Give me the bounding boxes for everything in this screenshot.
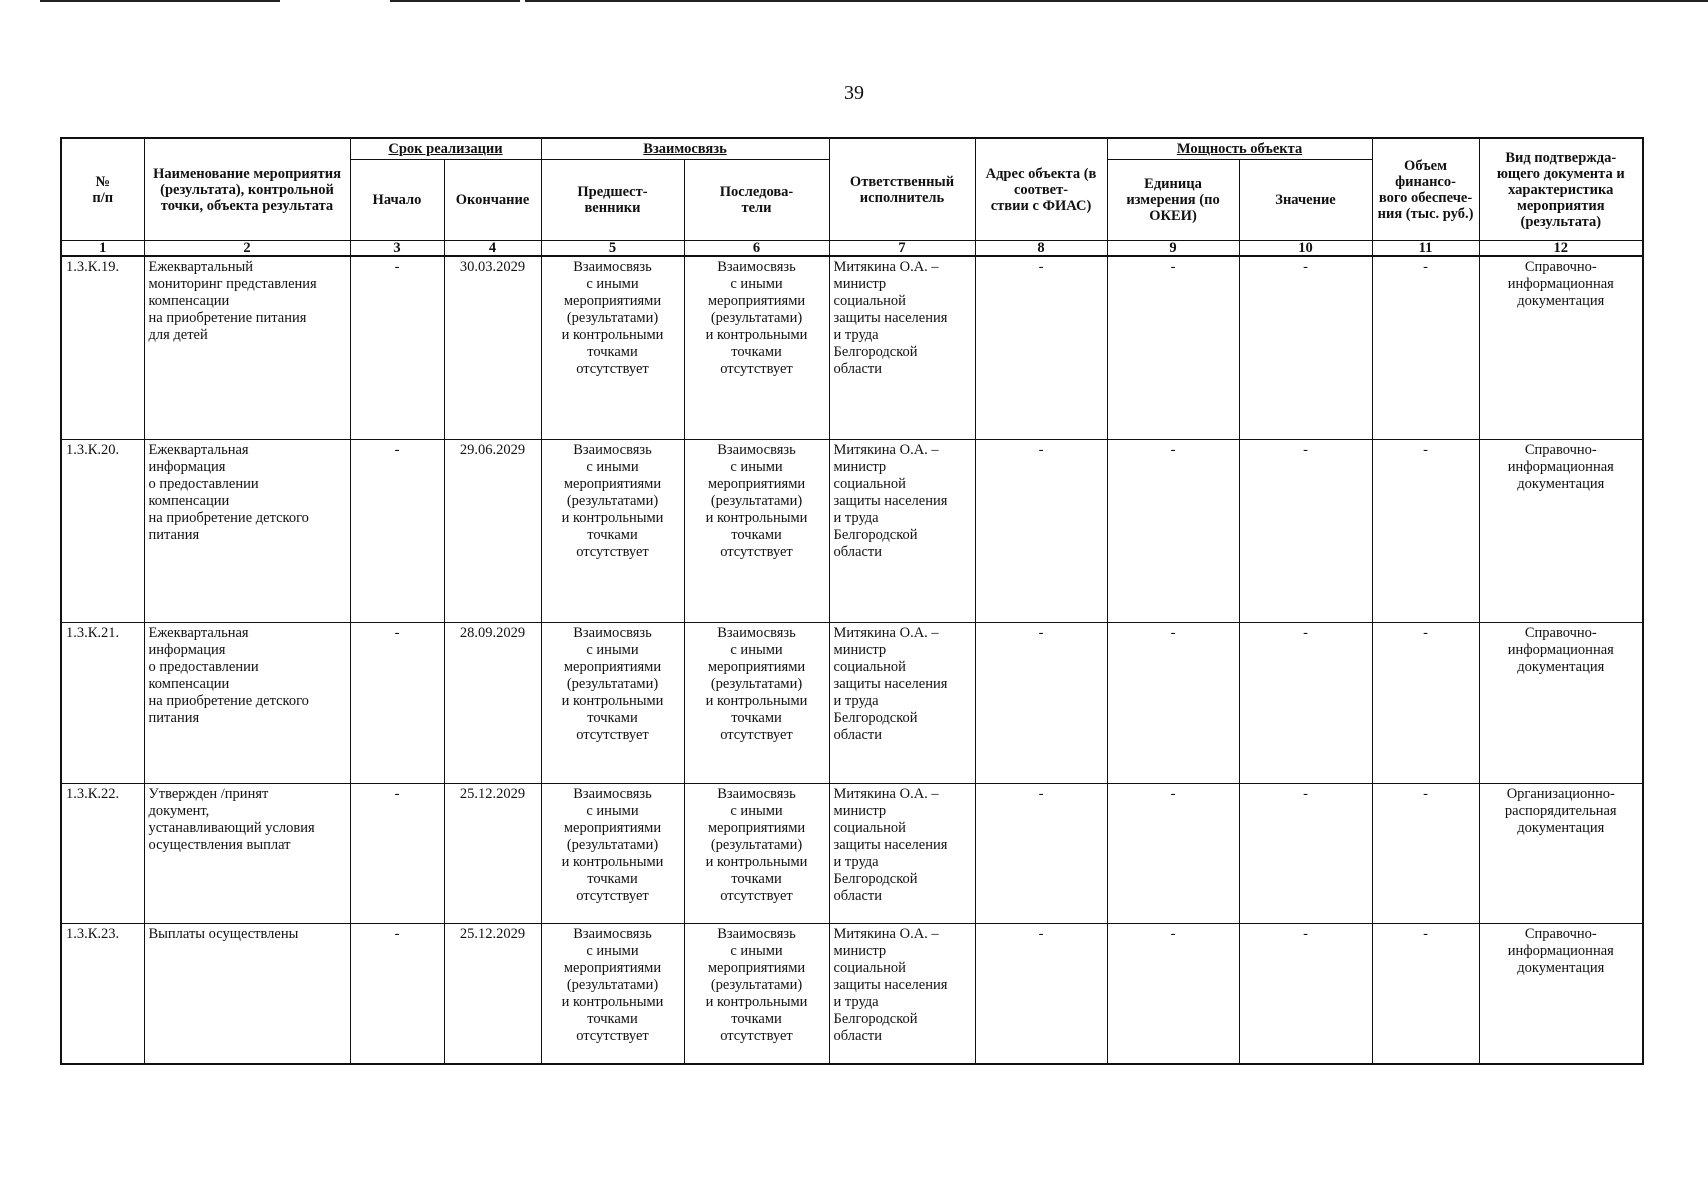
- row-doc-type: Справочно- информационная документация: [1479, 256, 1643, 440]
- row-id: 1.3.К.23.: [61, 924, 144, 1065]
- row-end: 25.12.2029: [444, 924, 541, 1065]
- row-value: -: [1239, 784, 1372, 924]
- row-end: 30.03.2029: [444, 256, 541, 440]
- row-start: -: [350, 784, 444, 924]
- row-predecessors: Взаимосвязь с иными мероприятиями (результатами) и контрольными точками отсутствует: [541, 784, 684, 924]
- column-number: 5: [541, 241, 684, 257]
- row-doc-type: Справочно- информационная документация: [1479, 924, 1643, 1065]
- row-id: 1.3.К.22.: [61, 784, 144, 924]
- row-value: -: [1239, 924, 1372, 1065]
- table-row: [61, 784, 1643, 924]
- row-address: -: [975, 256, 1107, 440]
- row-finance: -: [1372, 440, 1479, 623]
- row-executor: Митякина О.А. – министр социальной защиты населения и труда Белгородской области: [829, 924, 975, 1065]
- column-number: 4: [444, 241, 541, 257]
- col-header-start: Начало: [350, 160, 444, 241]
- column-number: 7: [829, 241, 975, 257]
- col-header-value: Значение: [1239, 160, 1372, 241]
- row-name: Выплаты осуществлены: [144, 924, 350, 1065]
- row-unit: -: [1107, 924, 1239, 1065]
- column-number: 9: [1107, 241, 1239, 257]
- column-number: 6: [684, 241, 829, 257]
- row-predecessors: Взаимосвязь с иными мероприятиями (результатами) и контрольными точками отсутствует: [541, 623, 684, 784]
- row-unit: -: [1107, 256, 1239, 440]
- row-executor: Митякина О.А. – министр социальной защиты населения и труда Белгородской области: [829, 440, 975, 623]
- row-finance: -: [1372, 924, 1479, 1065]
- row-executor: Митякина О.А. – министр социальной защиты населения и труда Белгородской области: [829, 623, 975, 784]
- row-predecessors: Взаимосвязь с иными мероприятиями (результатами) и контрольными точками отсутствует: [541, 256, 684, 440]
- row-unit: -: [1107, 784, 1239, 924]
- row-address: -: [975, 924, 1107, 1065]
- col-header-successors: Последова- тели: [684, 160, 829, 241]
- row-successors: Взаимосвязь с иными мероприятиями (результатами) и контрольными точками отсутствует: [684, 440, 829, 623]
- col-header-num: № п/п: [61, 138, 144, 241]
- row-finance: -: [1372, 623, 1479, 784]
- row-address: -: [975, 784, 1107, 924]
- scan-top-edge-line: [40, 0, 280, 2]
- row-start: -: [350, 924, 444, 1065]
- scan-top-edge-line: [390, 0, 520, 2]
- column-number: 11: [1372, 241, 1479, 257]
- header-row-1: [61, 138, 1643, 160]
- col-header-unit: Единица измерения (по ОКЕИ): [1107, 160, 1239, 241]
- row-value: -: [1239, 440, 1372, 623]
- column-number: 8: [975, 241, 1107, 257]
- row-start: -: [350, 440, 444, 623]
- row-finance: -: [1372, 784, 1479, 924]
- col-header-relation: Взаимосвязь: [541, 138, 829, 160]
- row-predecessors: Взаимосвязь с иными мероприятиями (результатами) и контрольными точками отсутствует: [541, 440, 684, 623]
- table-row: [61, 256, 1643, 440]
- col-header-predecessors: Предшест- венники: [541, 160, 684, 241]
- col-header-end: Окончание: [444, 160, 541, 241]
- row-successors: Взаимосвязь с иными мероприятиями (результатами) и контрольными точками отсутствует: [684, 784, 829, 924]
- row-doc-type: Справочно- информационная документация: [1479, 440, 1643, 623]
- row-start: -: [350, 256, 444, 440]
- col-header-executor: Ответственный исполнитель: [829, 138, 975, 241]
- row-value: -: [1239, 623, 1372, 784]
- row-executor: Митякина О.А. – министр социальной защиты населения и труда Белгородской области: [829, 256, 975, 440]
- row-predecessors: Взаимосвязь с иными мероприятиями (результатами) и контрольными точками отсутствует: [541, 924, 684, 1065]
- row-value: -: [1239, 256, 1372, 440]
- col-header-doc-type: Вид подтвержда- ющего документа и характеристика мероприятия (результата): [1479, 138, 1643, 241]
- row-id: 1.3.К.21.: [61, 623, 144, 784]
- table-row: [61, 440, 1643, 623]
- table-row: [61, 623, 1643, 784]
- col-header-capacity: Мощность объекта: [1107, 138, 1372, 160]
- col-header-address: Адрес объекта (в соответ- ствии с ФИАС): [975, 138, 1107, 241]
- row-successors: Взаимосвязь с иными мероприятиями (результатами) и контрольными точками отсутствует: [684, 623, 829, 784]
- row-finance: -: [1372, 256, 1479, 440]
- column-number: 12: [1479, 241, 1643, 257]
- column-number-row: [61, 241, 1643, 257]
- row-address: -: [975, 440, 1107, 623]
- column-number: 3: [350, 241, 444, 257]
- row-doc-type: Организационно- распорядительная документация: [1479, 784, 1643, 924]
- col-header-name: Наименование мероприятия (результата), контрольной точки, объекта результата: [144, 138, 350, 241]
- row-name: Ежеквартальный мониторинг представления компенсации на приобретение питания для детей: [144, 256, 350, 440]
- column-number: 2: [144, 241, 350, 257]
- row-start: -: [350, 623, 444, 784]
- row-successors: Взаимосвязь с иными мероприятиями (результатами) и контрольными точками отсутствует: [684, 256, 829, 440]
- table-row: [61, 924, 1643, 1065]
- column-number: 10: [1239, 241, 1372, 257]
- row-end: 25.12.2029: [444, 784, 541, 924]
- row-unit: -: [1107, 440, 1239, 623]
- row-name: Утвержден /принят документ, устанавливающий условия осуществления выплат: [144, 784, 350, 924]
- measures-table: [60, 137, 1644, 1065]
- row-id: 1.3.К.19.: [61, 256, 144, 440]
- row-unit: -: [1107, 623, 1239, 784]
- row-executor: Митякина О.А. – министр социальной защиты населения и труда Белгородской области: [829, 784, 975, 924]
- column-number: 1: [61, 241, 144, 257]
- scan-top-edge-line: [525, 0, 1708, 2]
- row-name: Ежеквартальная информация о предоставлении компенсации на приобретение детского питания: [144, 440, 350, 623]
- row-id: 1.3.К.20.: [61, 440, 144, 623]
- col-header-period: Срок реализации: [350, 138, 541, 160]
- row-name: Ежеквартальная информация о предоставлении компенсации на приобретение детского питания: [144, 623, 350, 784]
- row-end: 29.06.2029: [444, 440, 541, 623]
- row-address: -: [975, 623, 1107, 784]
- row-successors: Взаимосвязь с иными мероприятиями (результатами) и контрольными точками отсутствует: [684, 924, 829, 1065]
- page-number: 39: [844, 82, 864, 104]
- row-doc-type: Справочно- информационная документация: [1479, 623, 1643, 784]
- col-header-finance: Объем финансо- вого обеспече- ния (тыс. руб.): [1372, 138, 1479, 241]
- row-end: 28.09.2029: [444, 623, 541, 784]
